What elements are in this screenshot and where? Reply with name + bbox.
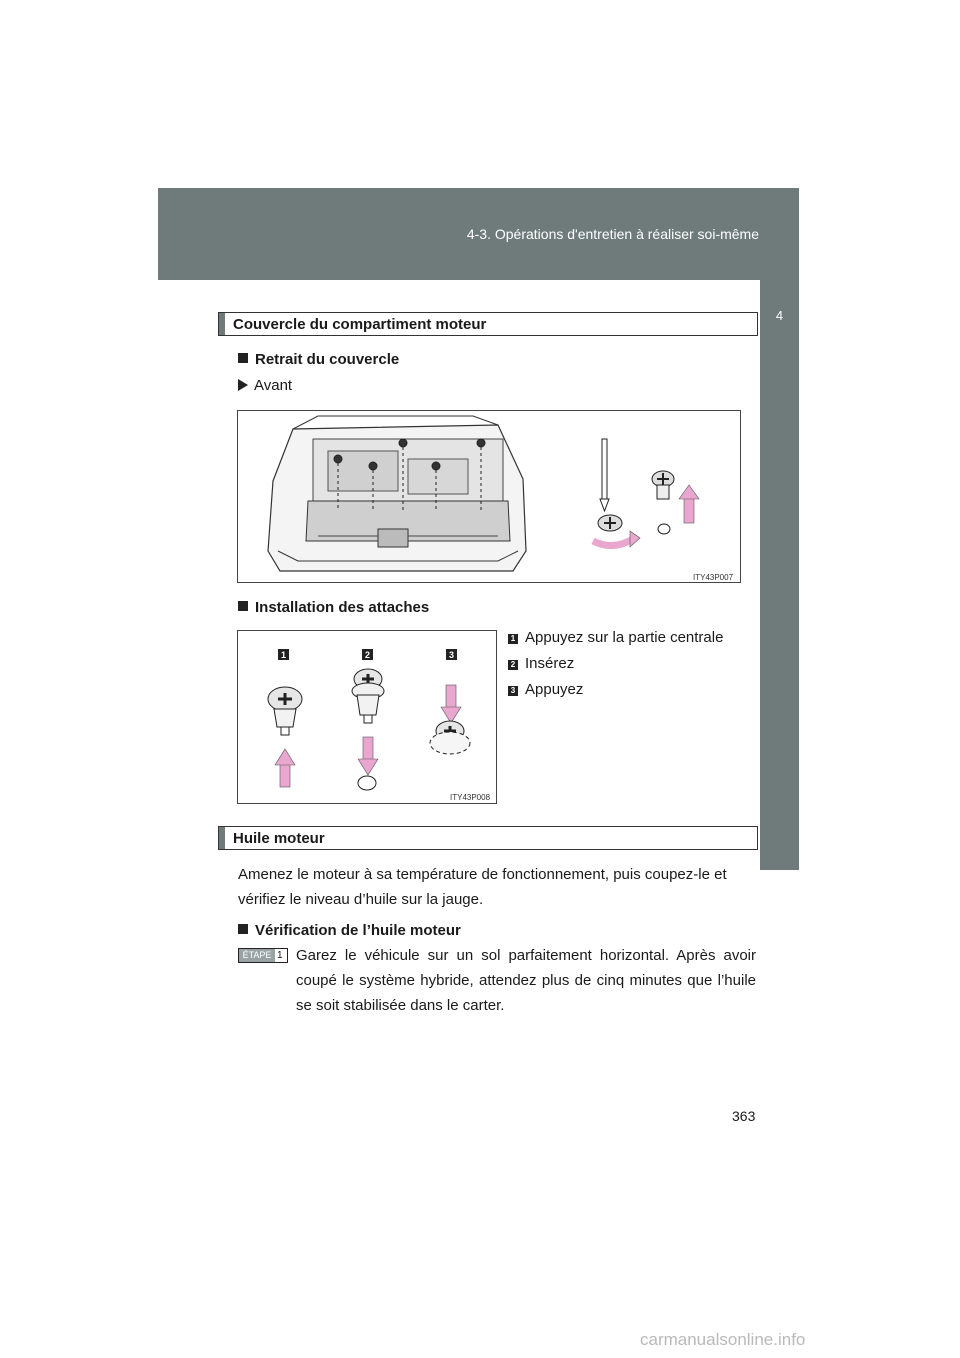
bullet-front xyxy=(238,377,292,394)
section-title: Huile moteur xyxy=(233,830,325,847)
svg-text:1: 1 xyxy=(281,650,287,660)
svg-text:3: 3 xyxy=(449,650,455,660)
engine-bay-figure xyxy=(237,410,741,583)
section-heading-engine-cover xyxy=(218,312,758,336)
figure-code: ITY43P008 xyxy=(450,793,491,802)
legend-step-3 xyxy=(508,681,583,698)
subheading-removal xyxy=(238,351,399,368)
heading-accent-bar xyxy=(219,313,225,335)
subheading-text: Vérification de l’huile moteur xyxy=(255,922,461,939)
legend-text: Appuyez sur la partie centrale xyxy=(525,629,724,646)
subheading-installation xyxy=(238,599,429,616)
legend-text: Appuyez xyxy=(525,681,584,698)
step-number-badge: 2 xyxy=(508,660,518,670)
step-1-text: Garez le véhicule sur un sol parfaitement horizontal. Après avoir coupé le système hybride, attendez plus de cinq minutes que l’huile se soit stabilisée dans le carter. xyxy=(296,947,756,1014)
section-heading-engine-oil xyxy=(218,826,758,850)
engine-bay-illustration xyxy=(238,411,740,582)
triangle-bullet-icon xyxy=(238,379,248,391)
chapter-title: 4-3. Opérations d'entretien à réaliser soi-même xyxy=(466,226,759,242)
step-badge xyxy=(238,948,288,963)
section-title: Couvercle du compartiment moteur xyxy=(233,316,487,333)
chapter-tab-label-wrap xyxy=(8,370,32,870)
square-bullet-icon xyxy=(238,601,248,611)
step-label: ÉTAPE xyxy=(239,949,275,962)
legend-text: Insérez xyxy=(525,655,575,672)
watermark: carmanualsonline.info xyxy=(640,1330,806,1349)
subheading-text: Installation des attaches xyxy=(255,599,430,616)
legend-step-2 xyxy=(508,655,574,672)
chapter-tab-number xyxy=(760,280,799,350)
step-number: 1 xyxy=(277,950,283,961)
clip-installation-figure xyxy=(237,630,497,804)
clip-installation-illustration xyxy=(238,631,496,803)
step-number-badge: 1 xyxy=(508,634,518,644)
figure-code: ITY43P007 xyxy=(693,573,734,582)
step-number-badge: 3 xyxy=(508,686,518,696)
svg-text:2: 2 xyxy=(365,650,371,660)
square-bullet-icon xyxy=(238,353,248,363)
oil-intro-paragraph: Amenez le moteur à sa température de fonctionnement, puis coupez-le et vérifiez le niveau d’huile sur la jauge. xyxy=(238,866,727,908)
legend-step-1 xyxy=(508,629,723,646)
bullet-text: Avant xyxy=(254,377,293,394)
chapter-side-tab xyxy=(760,350,799,870)
chapter-header xyxy=(158,188,799,280)
square-bullet-icon xyxy=(238,924,248,934)
chapter-number: 4 xyxy=(775,308,784,323)
subheading-oil-check xyxy=(238,922,461,939)
page-number: 363 xyxy=(732,1108,756,1124)
heading-accent-bar xyxy=(219,827,225,849)
subheading-text: Retrait du couvercle xyxy=(255,351,400,368)
